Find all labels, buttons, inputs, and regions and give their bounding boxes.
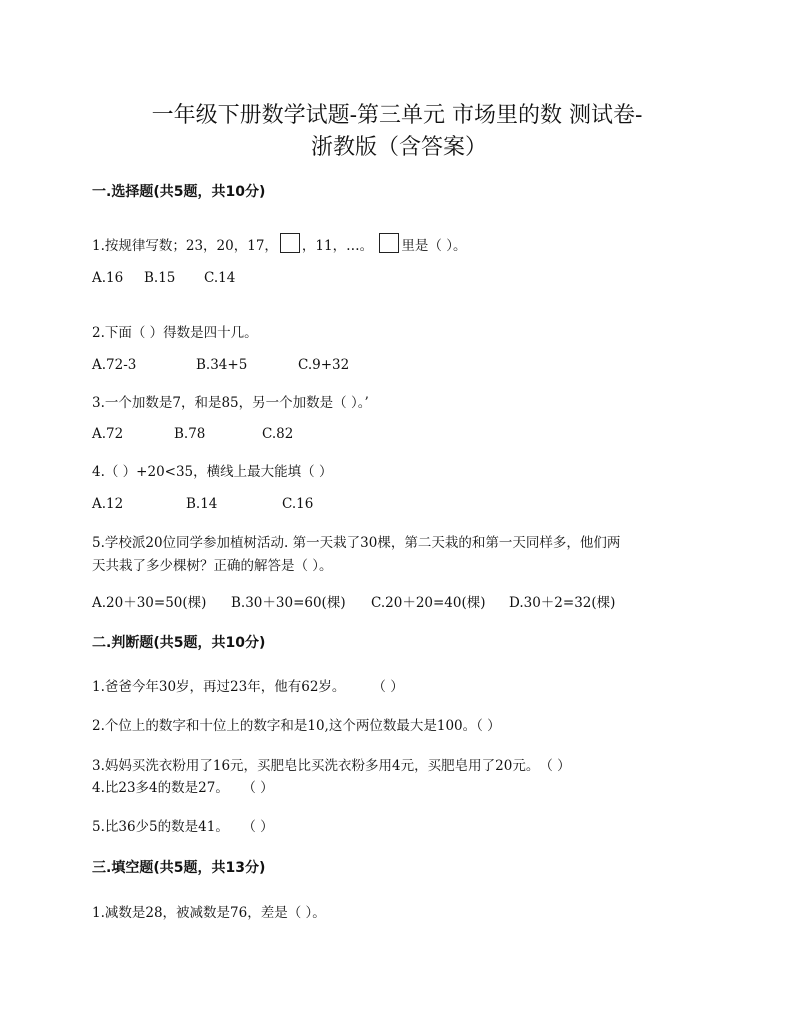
option: B.14 bbox=[186, 496, 218, 512]
choice-question-1 bbox=[92, 233, 466, 254]
option: C.14 bbox=[204, 270, 236, 286]
fill-question-1: 1.减数是28，被减数是76，差是（ ）。 bbox=[92, 905, 326, 921]
option: D.30＋2=32(棵) bbox=[509, 595, 616, 611]
question-text: 里是（ ）。 bbox=[401, 238, 467, 254]
choice-question-3: 3.一个加数是7，和是85，另一个加数是（ ）。’ bbox=[92, 395, 369, 411]
section-heading-fill: 三.填空题(共5题，共13分) bbox=[92, 860, 266, 876]
option: A.12 bbox=[92, 496, 124, 512]
choice-question-5-line2: 天共栽了多少棵树？正确的解答是（ ）。 bbox=[92, 558, 333, 574]
choice-options-2 bbox=[92, 357, 349, 373]
option: C.9+32 bbox=[298, 357, 350, 373]
option: B.15 bbox=[144, 270, 176, 286]
choice-options-5 bbox=[92, 591, 615, 611]
choice-options-1 bbox=[92, 270, 235, 286]
judge-question-3: 3.妈妈买洗衣粉用了16元，买肥皂比买洗衣粉多用4元，买肥皂用了20元。 （ ） bbox=[92, 758, 571, 774]
question-text: ，11，…。 bbox=[301, 238, 374, 254]
blank-box bbox=[379, 233, 399, 253]
judge-question-1: 1.爸爸今年30岁，再过23年，他有62岁。 （ ） bbox=[92, 679, 404, 695]
option: A.72 bbox=[92, 426, 124, 442]
judge-question-5: 5.比36少5的数是41。 （ ） bbox=[92, 819, 274, 835]
choice-question-2: 2.下面（ ）得数是四十几。 bbox=[92, 325, 258, 341]
option: B.78 bbox=[174, 426, 206, 442]
section-heading-judge: 二.判断题(共5题，共10分) bbox=[92, 635, 266, 651]
choice-question-5-line1: 5.学校派20位同学参加植树活动. 第一天栽了30棵，第二天栽的和第一天同样多，他们两 bbox=[92, 535, 621, 551]
judge-question-2: 2.个位上的数字和十位上的数字和是10,这个两位数最大是100。（ ） bbox=[92, 718, 501, 734]
page-title-line2: 浙教版（含答案） bbox=[310, 135, 487, 160]
option: A.72-3 bbox=[92, 357, 137, 373]
option: B.34+5 bbox=[196, 357, 248, 373]
choice-options-4 bbox=[92, 496, 313, 512]
page-title-line1: 一年级下册数学试题-第三单元 市场里的数 测试卷- bbox=[151, 103, 643, 128]
judge-question-4: 4.比23多4的数是27。 （ ） bbox=[92, 780, 274, 796]
section-heading-choice: 一.选择题(共5题，共10分) bbox=[92, 184, 266, 200]
option: C.82 bbox=[262, 426, 294, 442]
choice-question-4: 4.（ ）+20<35，横线上最大能填（ ） bbox=[92, 464, 333, 480]
choice-options-3 bbox=[92, 426, 293, 442]
option: A.16 bbox=[92, 270, 124, 286]
question-text: 1.按规律写数；23，20，17， bbox=[92, 238, 278, 254]
option: A.20＋30=50(棵) bbox=[92, 595, 207, 611]
option: C.16 bbox=[282, 496, 314, 512]
option: B.30＋30=60(棵) bbox=[231, 595, 346, 611]
option: C.20＋20=40(棵) bbox=[371, 595, 486, 611]
blank-box bbox=[280, 233, 300, 253]
